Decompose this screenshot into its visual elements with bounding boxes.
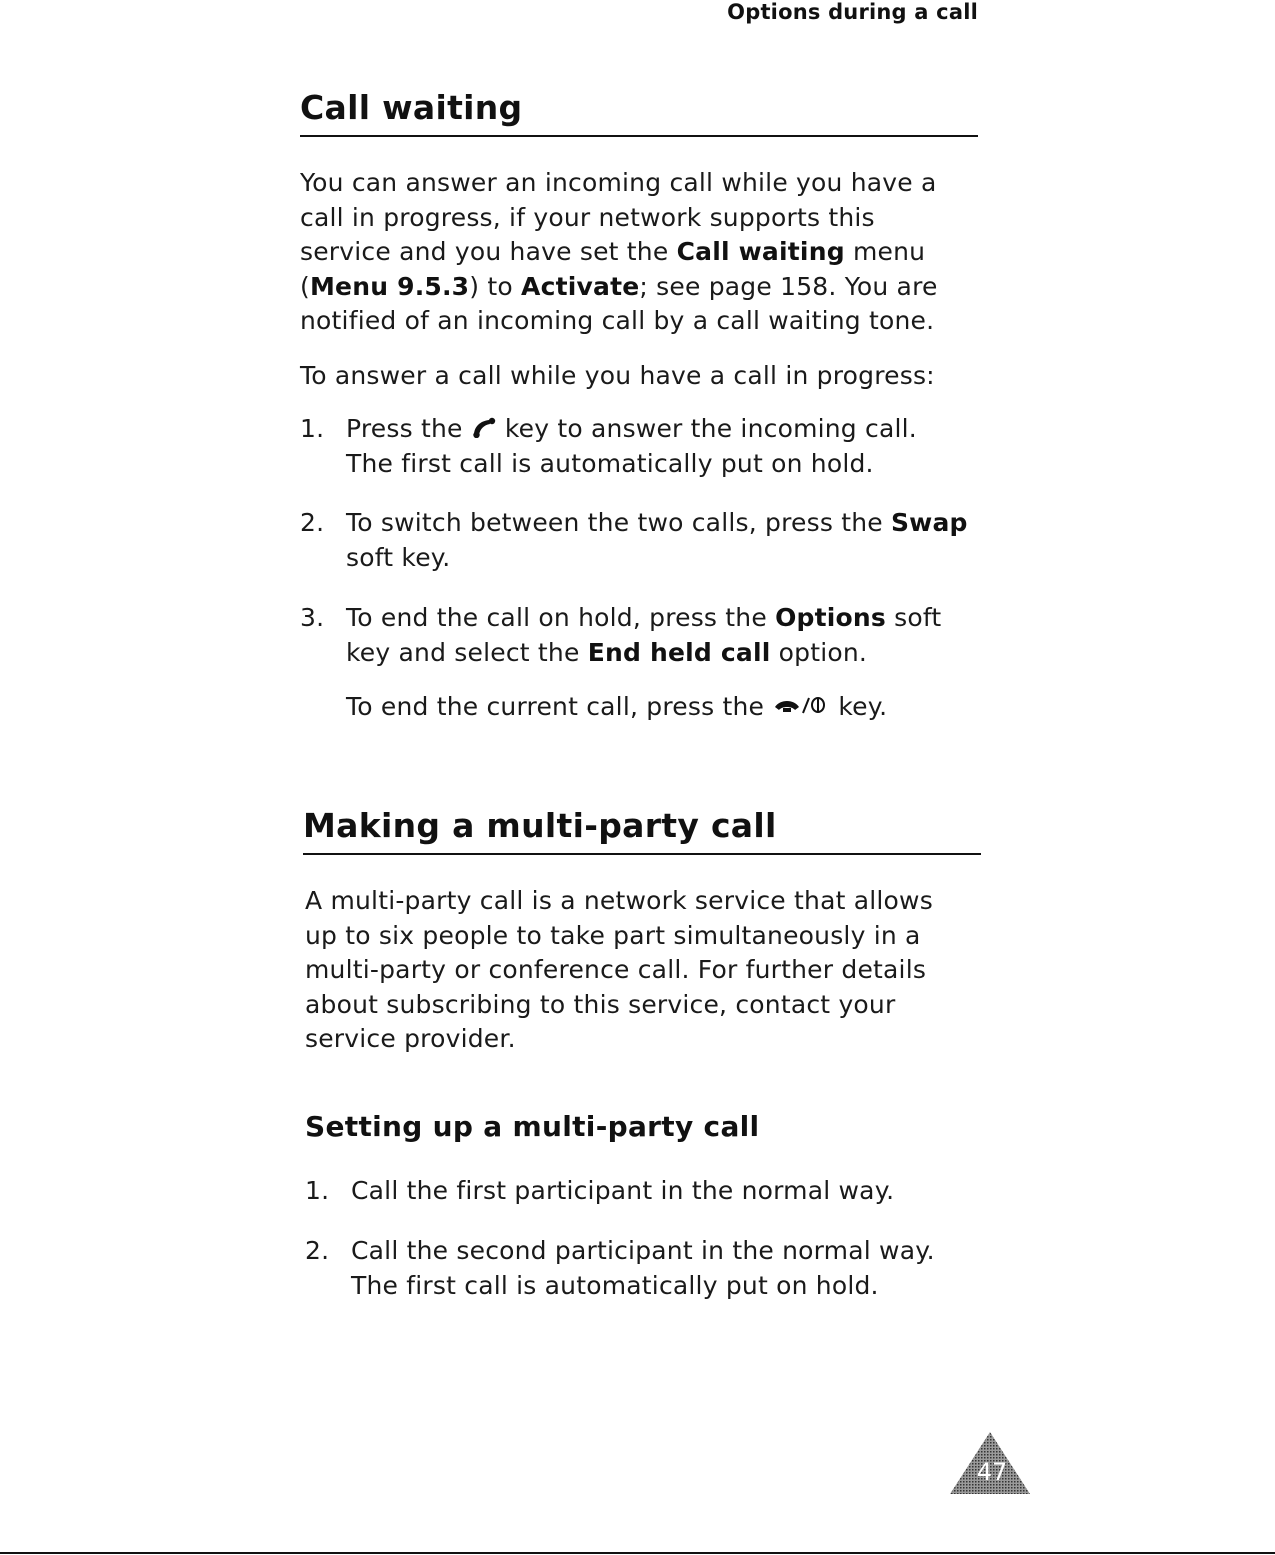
page-number: 47 — [976, 1458, 1008, 1486]
send-key-icon — [471, 413, 497, 448]
multi-party-intro: A multi-party call is a network service that allows up to six people to take part simultaneously in a multi-party or conference call. For further details about subscribing to this service, contact your service provider. — [305, 886, 933, 1053]
section-title-multi-party: Making a multi-party call — [303, 806, 777, 845]
page-bottom-rule — [0, 1552, 1275, 1554]
end-power-key-icon — [772, 691, 830, 726]
running-head: Options during a call — [727, 0, 978, 24]
call-waiting-lead: To answer a call while you have a call in progress: — [300, 361, 935, 390]
call-waiting-intro: You can answer an incoming call while you have a call in progress, if your network supports this service and you have set the Call waiting menu (Menu 9.5.3) to Activate; see page 158. You are notified of an incoming call by a call waiting tone. — [300, 168, 938, 335]
page-number-triangle-icon — [948, 1430, 1032, 1496]
section-title-call-waiting: Call waiting — [300, 88, 523, 127]
section-divider — [303, 853, 981, 855]
subsection-title: Setting up a multi-party call — [305, 1110, 760, 1143]
section-divider — [300, 135, 978, 137]
